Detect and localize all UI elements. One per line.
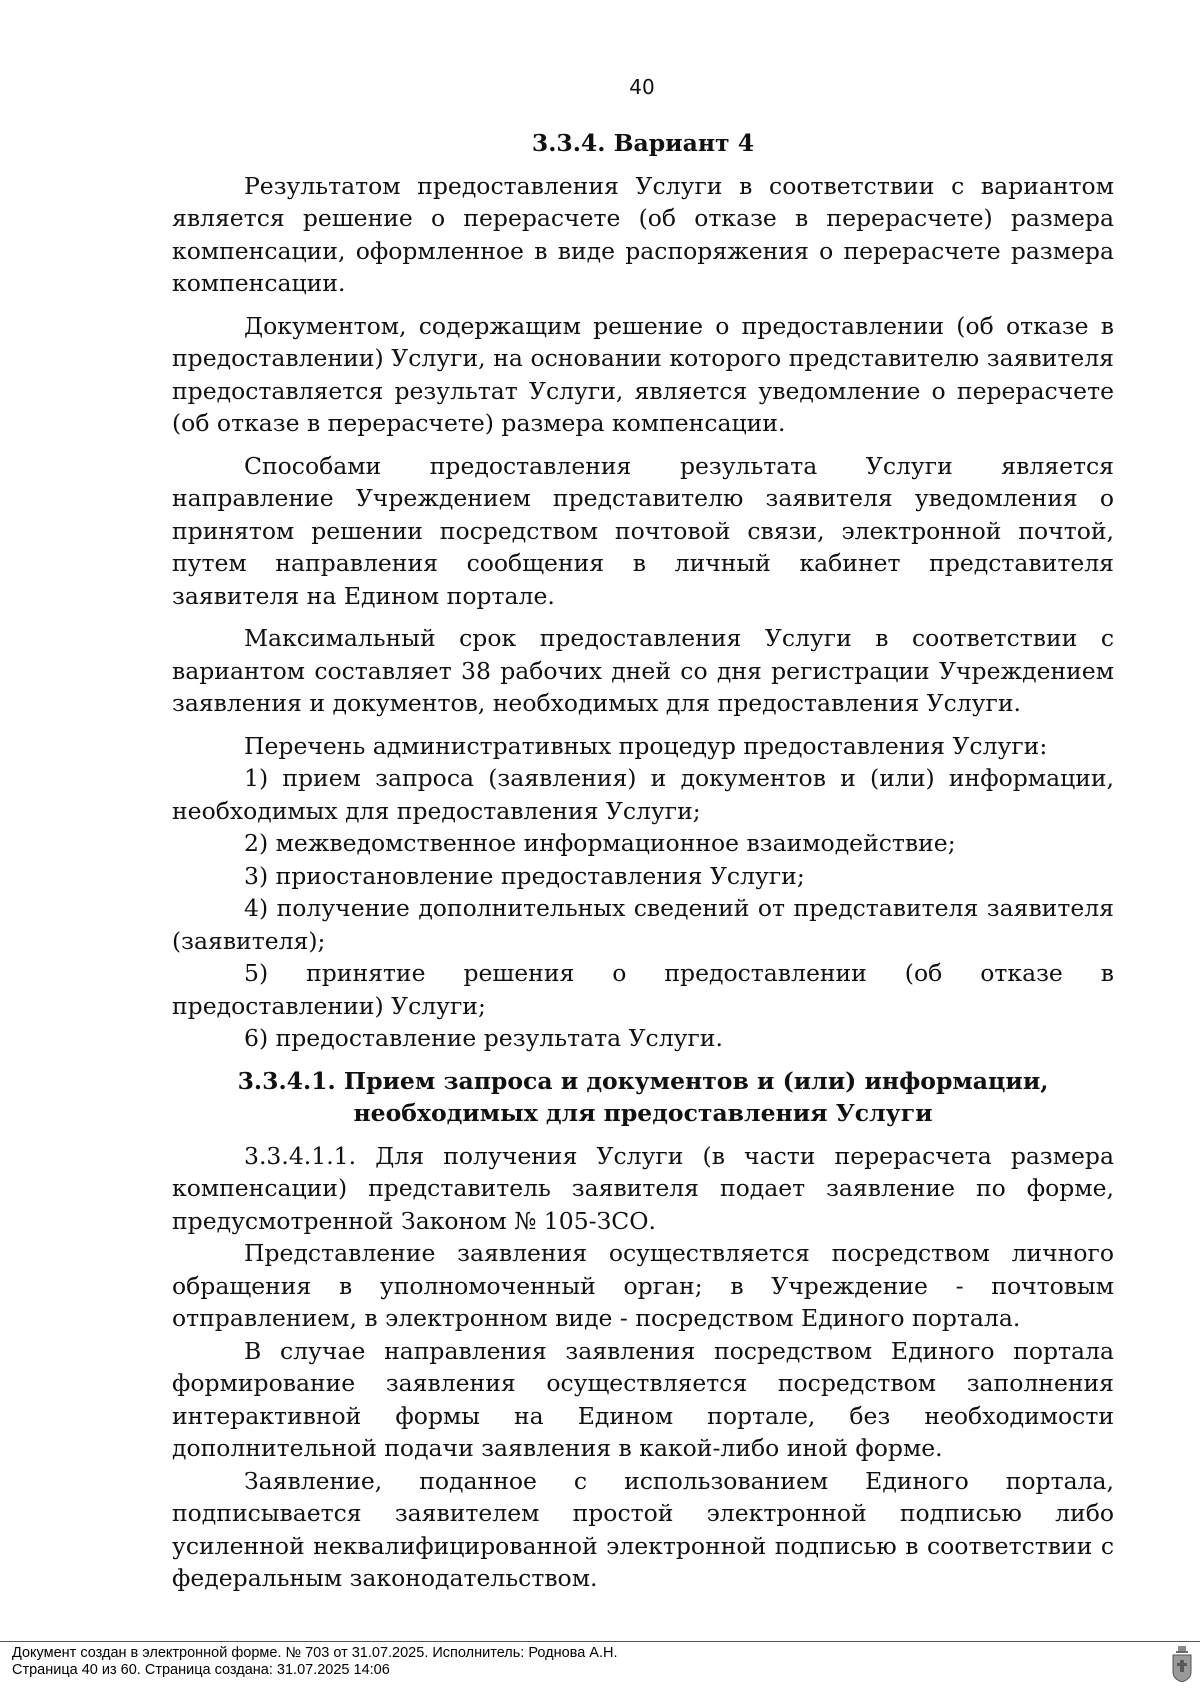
subsection-heading: 3.3.4.1. Прием запроса и документов и (или) информации, необходимых для предоставления Услуги [237, 1066, 1049, 1127]
document-footer [12, 1645, 618, 1679]
coat-of-arms-icon [1172, 1646, 1192, 1682]
paragraph-methods: Способами предоставления результата Услуги является направление Учреждением представителю заявителя уведомления о принятом решении посредством почтовой связи, электронной почтой, путем направления сообщения в личный кабинет представителя заявителя на Едином портале. [172, 451, 1114, 610]
procedure-item-6: 6) предоставление результата Услуги. [244, 1024, 723, 1052]
paragraph-result: Результатом предоставления Услуги в соответствии с вариантом является решение о перерасчете (об отказе в перерасчете) размера компенсации, оформленное в виде распоряжения о перерасчете размера компенсации. [172, 171, 1114, 297]
procedure-item-4: 4) получение дополнительных сведений от представителя заявителя (заявителя); [172, 894, 1114, 955]
page-number: 40 [629, 75, 655, 99]
procedure-item-3: 3) приостановление предоставления Услуги; [244, 861, 805, 890]
paragraph-signature: Заявление, поданное с использованием Единого портала, подписывается заявителем простой электронной подписью либо усиленной неквалифицированной электронной подписью в соответствии с федеральным законодательством. [172, 1466, 1114, 1592]
document-body [172, 127, 1114, 1595]
footer-divider [0, 1641, 1200, 1642]
procedure-item-2: 2) межведомственное информационное взаимодействие; [244, 829, 956, 857]
footer-line-2: Страница 40 из 60. Страница создана: 31.07.2025 14:06 [12, 1662, 390, 1678]
procedures-intro: Перечень административных процедур предоставления Услуги: [244, 731, 1048, 760]
paragraph-submission: Представление заявления осуществляется посредством личного обращения в уполномоченный орган; в Учреждение - почтовым отправлением, в электронном виде - посредством Единого портала. [172, 1239, 1114, 1332]
procedure-item-1: 1) прием запроса (заявления) и документов и (или) информации, необходимых для предоставления Услуги; [172, 764, 1114, 825]
paragraph-application-form: 3.3.4.1.1. Для получения Услуги (в части перерасчета размера компенсации) представитель заявителя подает заявление по форме, предусмотренной Законом № 105-ЗСО. [172, 1141, 1114, 1235]
paragraph-document: Документом, содержащим решение о предоставлении (об отказе в предоставлении) Услуги, на основании которого представителю заявителя предоставляется результат Услуги, является уведомление о перерасчете (об отказе в перерасчете) размера компенсации. [172, 311, 1114, 437]
procedure-item-5: 5) принятие решения о предоставлении (об отказе в предоставлении) Услуги; [172, 959, 1114, 1020]
paragraph-deadline: Максимальный срок предоставления Услуги в соответствии с вариантом составляет 38 рабочих дней со дня регистрации Учреждением заявления и документов, необходимых для предоставления Услуги. [172, 624, 1114, 717]
footer-line-1: Документ создан в электронной форме. № 703 от 31.07.2025. Исполнитель: Роднова А.Н. [12, 1645, 618, 1661]
paragraph-portal: В случае направления заявления посредством Единого портала формирование заявления осуществляется посредством заполнения интерактивной формы на Едином портале, без необходимости дополнительной подачи заявления в какой-либо иной форме. [172, 1336, 1114, 1462]
section-heading: 3.3.4. Вариант 4 [531, 129, 755, 157]
